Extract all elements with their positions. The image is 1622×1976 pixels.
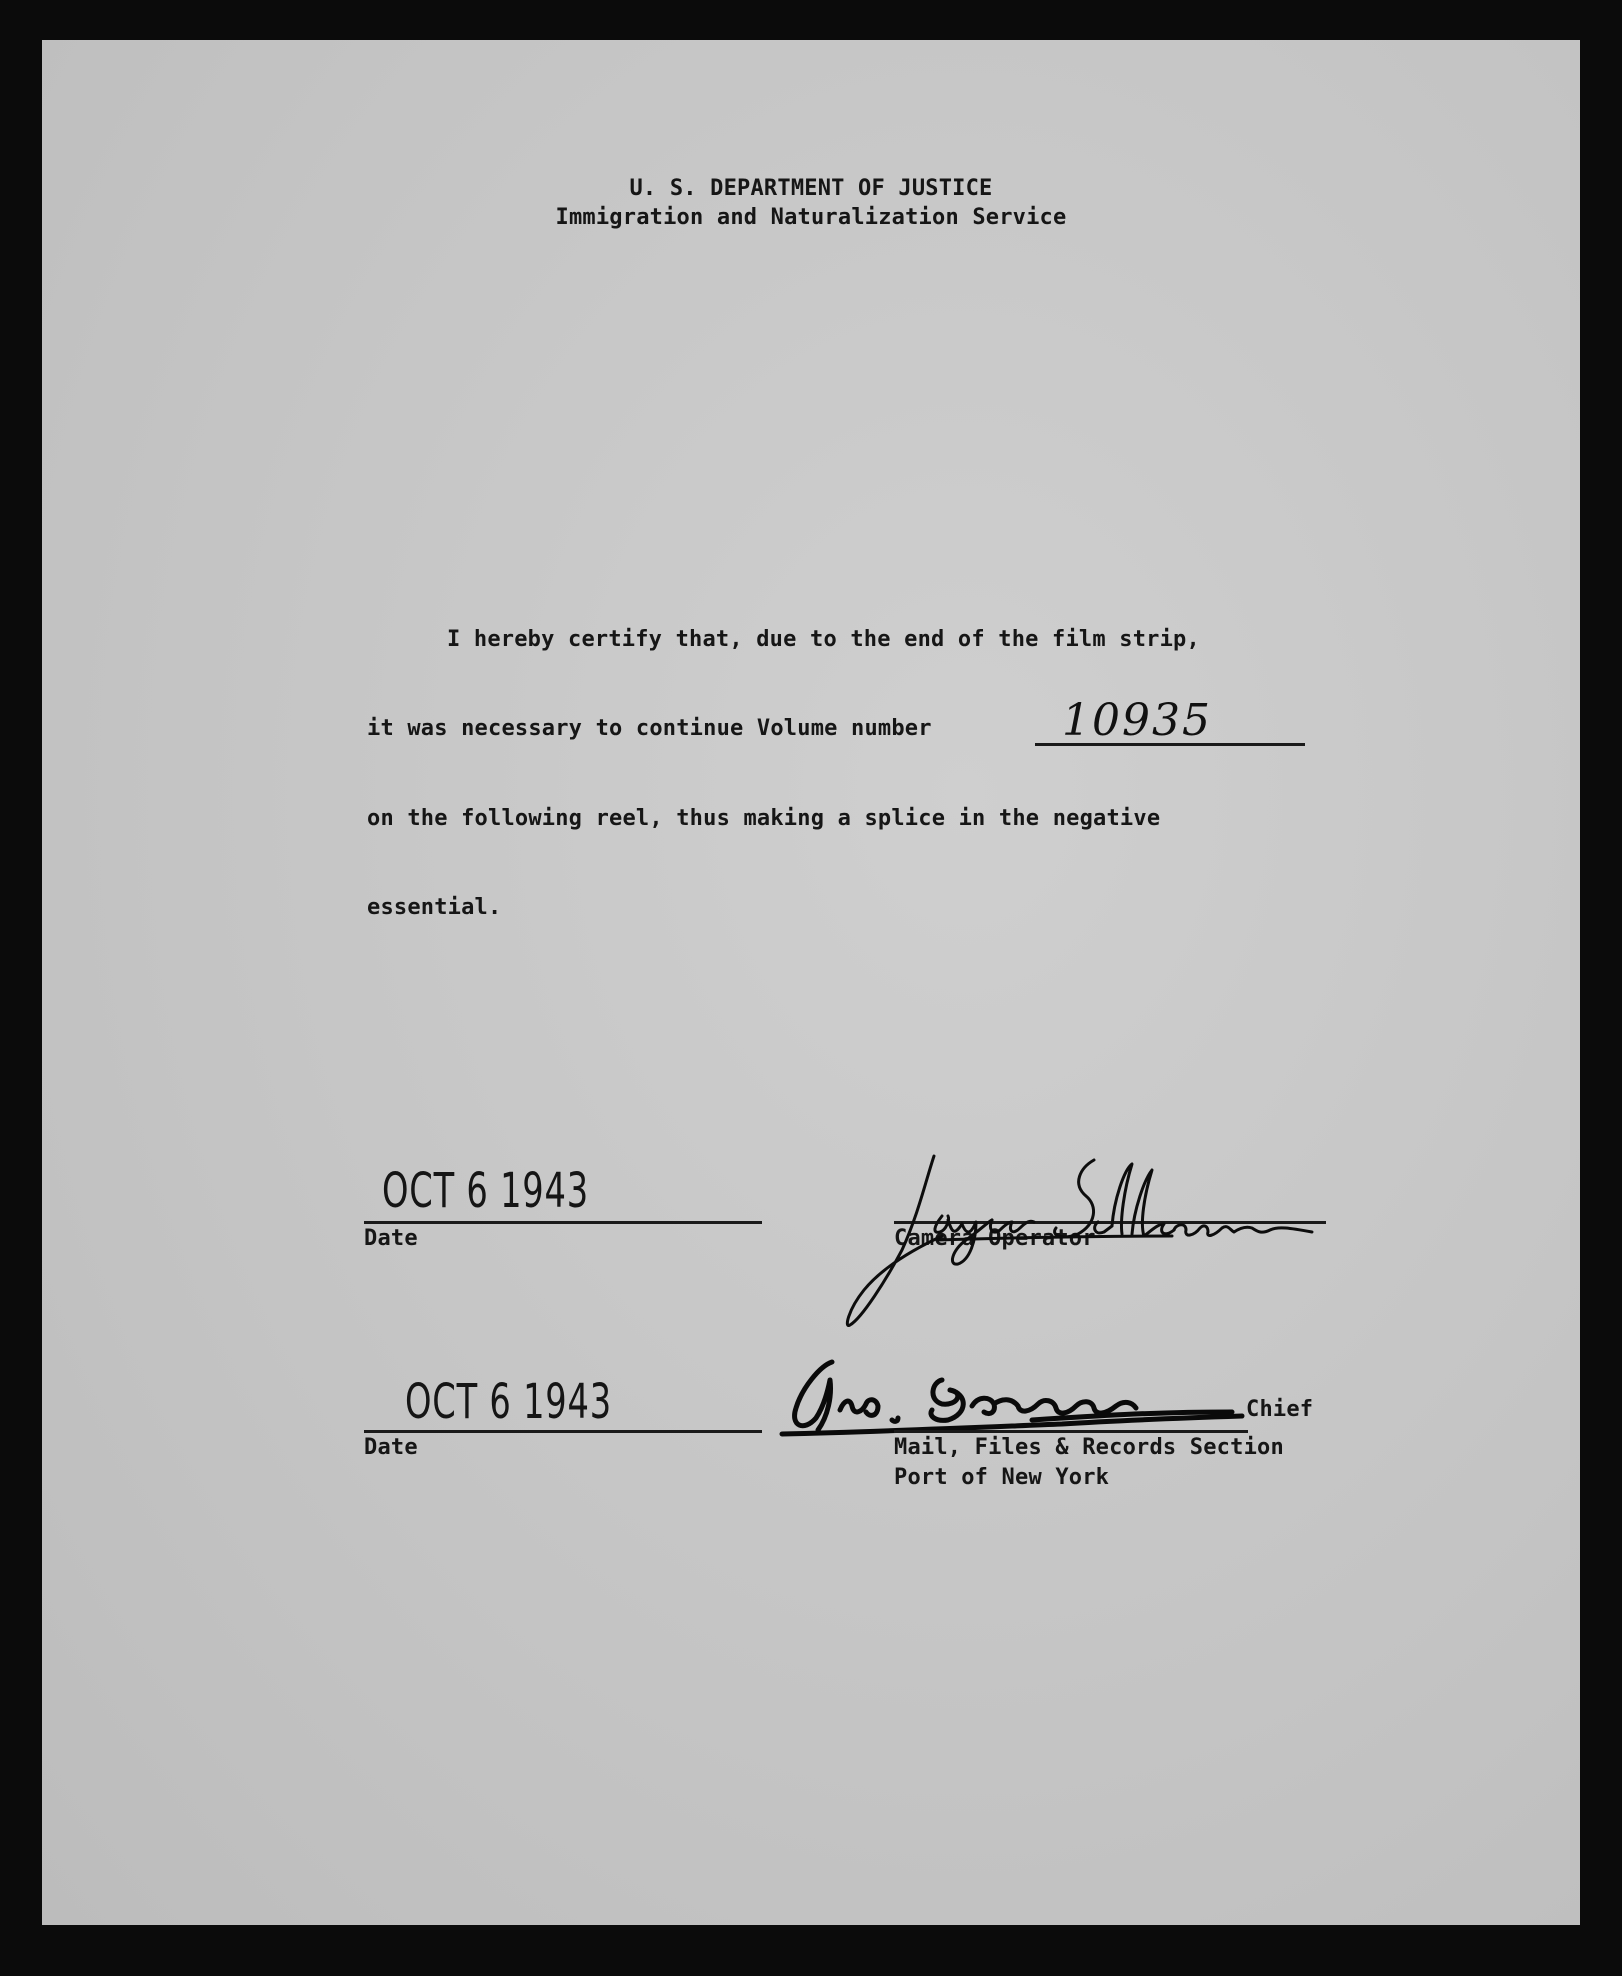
camera-operator-label: Camera Operator bbox=[894, 1226, 1096, 1251]
document-page bbox=[42, 40, 1580, 1925]
date-label-1: Date bbox=[364, 1226, 418, 1251]
certification-line-3: on the following reel, thus making a splice in the negative bbox=[367, 806, 1161, 831]
signature-1-image bbox=[842, 1140, 1362, 1340]
date-stamp-2: OCT 6 1943 bbox=[405, 1374, 612, 1430]
signature-2-image bbox=[732, 1340, 1332, 1450]
date-underline-1 bbox=[364, 1221, 762, 1224]
certification-line-1: I hereby certify that, due to the end of the film strip, bbox=[447, 627, 1200, 652]
certification-line-2: it was necessary to continue Volume number bbox=[367, 716, 932, 741]
chief-label: Chief bbox=[1246, 1397, 1314, 1422]
department-heading: U. S. DEPARTMENT OF JUSTICE bbox=[629, 176, 993, 201]
service-heading: Immigration and Naturalization Service bbox=[555, 205, 1067, 230]
section-title-line-2: Port of New York bbox=[894, 1465, 1110, 1490]
date-label-2: Date bbox=[364, 1435, 418, 1460]
signature-underline-2 bbox=[894, 1430, 1248, 1433]
volume-number-handwritten: 10935 bbox=[1062, 695, 1212, 746]
date-underline-2 bbox=[364, 1430, 762, 1433]
date-stamp-1: OCT 6 1943 bbox=[382, 1163, 589, 1219]
certification-line-4: essential. bbox=[367, 895, 502, 920]
section-title-line-1: Mail, Files & Records Section bbox=[894, 1435, 1284, 1460]
